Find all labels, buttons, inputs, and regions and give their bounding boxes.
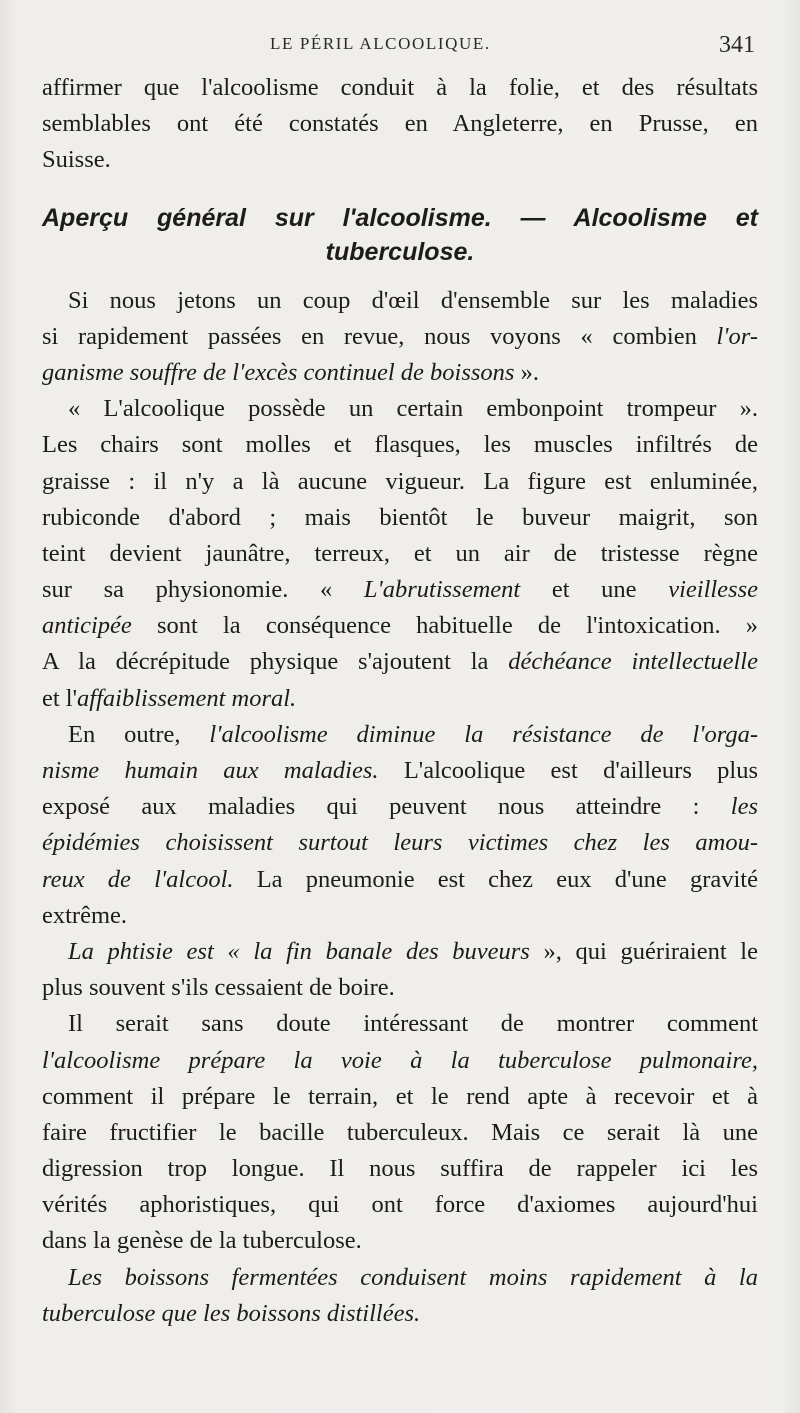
text-line: [42, 355, 758, 391]
text-line: dans la genèse de la tuberculose.: [42, 1227, 362, 1255]
italic-span: l'alcoolisme diminue la résistance de l'orga-: [209, 720, 758, 748]
text-span: si rapidement passées en revue, nous voyons « combien: [42, 322, 717, 350]
italic-span: épidémies choisissent surtout leurs victimes chez les amou-: [42, 829, 758, 857]
italic-span: nisme humain aux maladies.: [42, 757, 379, 784]
text-line: rubiconde d'abord ; mais bientôt le buveur maigrit, son: [42, 503, 758, 531]
text-span: sont la conséquence habituelle de l'intoxication. »: [131, 612, 758, 640]
text-line: faire fructifier le bacille tuberculeux. Mais ce serait là une: [42, 1118, 758, 1146]
text-line: Les chairs sont molles et flasques, les muscles infiltrés de: [42, 431, 758, 459]
text-line: [42, 319, 758, 355]
text-line: [42, 1296, 758, 1332]
italic-span: La phtisie est « la fin banale des buveurs: [68, 937, 530, 965]
text-span: et une: [520, 576, 669, 604]
section-heading: Aperçu général sur l'alcoolisme. — Alcoolisme et: [42, 203, 758, 232]
body-text: [42, 70, 758, 1332]
text-line: extrême.: [42, 901, 128, 929]
text-span: exposé aux maladies qui peuvent nous atteindre :: [42, 793, 731, 821]
italic-span: l'or-: [716, 322, 758, 350]
text-line: [42, 572, 758, 608]
italic-span: déchéance intellectuelle: [508, 648, 758, 676]
italic-span: L'abrutissement: [363, 576, 521, 604]
text-line: graisse : il n'y a là aucune vigueur. La figure est enluminée,: [42, 467, 758, 495]
italic-span: reux de l'alcool.: [42, 865, 234, 893]
text-line: semblables ont été constatés en Angleterre, en Prusse, en: [42, 110, 758, 138]
italic-span: tuberculose que les boissons distillées.: [42, 1299, 421, 1327]
text-span: sur sa physionomie. «: [42, 576, 364, 604]
text-line: Si nous jetons un coup d'œil d'ensemble sur les maladies: [68, 286, 758, 314]
text-span: », qui guériraient le: [529, 937, 758, 965]
text-line: [42, 934, 758, 970]
text-line: affirmer que l'alcoolisme conduit à la folie, et des résultats: [42, 74, 758, 101]
text-span: A la décrépitude physique s'ajoutent la: [42, 648, 509, 676]
text-line: comment il prépare le terrain, et le rend apte à recevoir et à: [42, 1082, 758, 1110]
text-line: Il serait sans doute intéressant de montrer comment: [68, 1010, 758, 1038]
italic-span: affaiblissement moral.: [77, 684, 297, 712]
text-span: et l': [42, 684, 78, 712]
text-line: [42, 753, 758, 789]
text-line: [42, 1260, 758, 1296]
text-line: [42, 789, 758, 825]
text-line: plus souvent s'ils cessaient de boire.: [42, 974, 395, 1002]
text-line: vérités aphoristiques, qui ont force d'axiomes aujourd'hui: [42, 1191, 758, 1219]
text-line: Suisse.: [42, 146, 111, 174]
italic-span: anticipée: [42, 612, 132, 640]
running-head: LE PÉRIL ALCOOLIQUE.: [270, 34, 491, 53]
text-line: [42, 608, 758, 644]
text-span: En outre,: [68, 720, 210, 748]
text-line: [42, 681, 758, 717]
text-line: [42, 825, 758, 861]
text-line: digression trop longue. Il nous suffira de rappeler ici les: [42, 1155, 758, 1183]
page-number: 341: [719, 32, 755, 58]
italic-span: ganisme souffre de l'excès continuel de boissons: [42, 358, 515, 386]
text-span: L'alcoolique est d'ailleurs plus: [378, 757, 758, 784]
text-line: [42, 1043, 758, 1079]
italic-span: Les boissons fermentées conduisent moins rapidement à la: [68, 1263, 758, 1291]
text-line: [42, 717, 758, 753]
text-span: ».: [514, 358, 539, 386]
page-header: [0, 34, 800, 64]
text-line: teint devient jaunâtre, terreux, et un air de tristesse règne: [42, 539, 758, 567]
italic-span: l'alcoolisme prépare la voie à la tuberculose pulmonaire,: [42, 1046, 758, 1074]
text-line: [42, 862, 758, 898]
section-heading-continued: tuberculose.: [325, 237, 475, 266]
italic-span: vieillesse: [668, 576, 758, 604]
italic-span: les: [730, 793, 758, 821]
text-line: [42, 644, 758, 680]
text-span: La pneumonie est chez eux d'une gravité: [233, 865, 758, 893]
text-line: « L'alcoolique possède un certain embonpoint trompeur ».: [68, 395, 758, 423]
